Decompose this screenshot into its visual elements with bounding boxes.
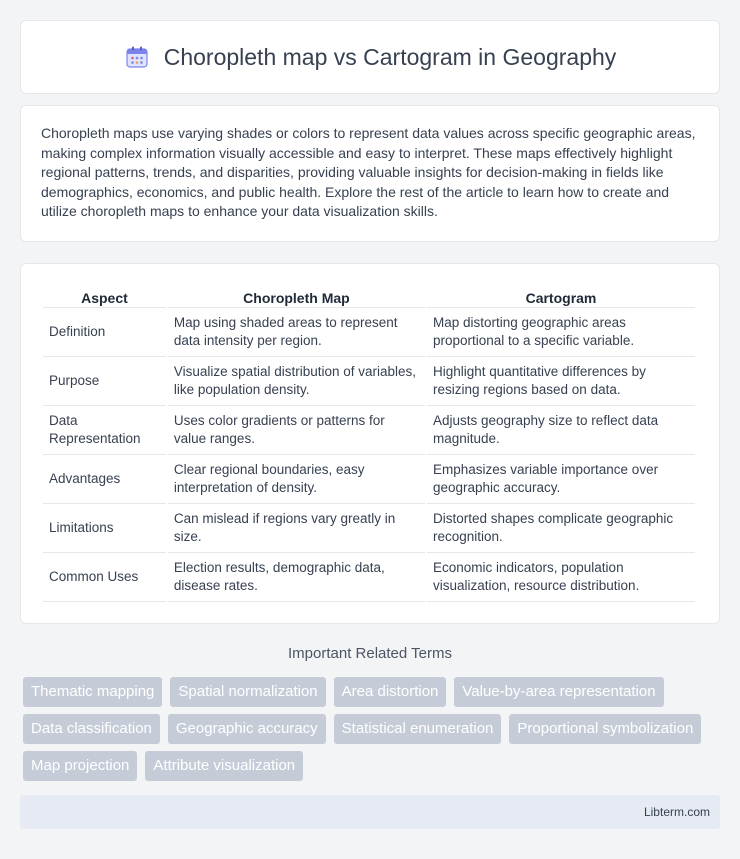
row-choropleth: Can mislead if regions vary greatly in size. [168, 504, 425, 553]
row-choropleth: Clear regional boundaries, easy interpretation of density. [168, 455, 425, 504]
table-row [43, 308, 695, 357]
row-choropleth: Uses color gradients or patterns for value ranges. [168, 406, 425, 455]
row-aspect: Purpose [43, 357, 166, 406]
row-aspect: Common Uses [43, 553, 166, 602]
table-row [43, 406, 695, 455]
table-row [43, 357, 695, 406]
related-term-tag[interactable]: Value-by-area representation [454, 677, 663, 707]
table-row [43, 455, 695, 504]
row-choropleth: Visualize spatial distribution of variables, like population density. [168, 357, 425, 406]
related-term-tag[interactable]: Attribute visualization [145, 751, 303, 781]
related-terms-title: Important Related Terms [288, 645, 452, 662]
footer [20, 795, 720, 829]
row-cartogram: Map distorting geographic areas proportional to a specific variable. [427, 308, 695, 357]
related-term-tag[interactable]: Proportional symbolization [509, 714, 701, 744]
comparison-table-card [20, 263, 720, 624]
row-cartogram: Emphasizes variable importance over geographic accuracy. [427, 455, 695, 504]
related-term-tag[interactable]: Spatial normalization [170, 677, 325, 707]
intro-paragraph: Choropleth maps use varying shades or colors to represent data values across specific geographic areas, making complex information visually accessible and easy to interpret. These maps effectively highlight regional patterns, trends, and disparities, providing valuable insights for decision-making in fields like demographics, economics, and public health. Explore the rest of the article to learn how to create and utilize choropleth maps to enhance your data visualization skills. [41, 125, 696, 219]
table-header-row [43, 284, 695, 308]
row-aspect: Advantages [43, 455, 166, 504]
calendar-icon [124, 44, 150, 70]
row-cartogram: Adjusts geography size to reflect data magnitude. [427, 406, 695, 455]
comparison-table [41, 284, 697, 602]
related-term-tag[interactable]: Map projection [23, 751, 137, 781]
row-choropleth: Election results, demographic data, disease rates. [168, 553, 425, 602]
related-term-tag[interactable]: Geographic accuracy [168, 714, 326, 744]
intro-card [20, 105, 720, 242]
row-cartogram: Economic indicators, population visualization, resource distribution. [427, 553, 695, 602]
related-term-tag[interactable]: Data classification [23, 714, 160, 744]
table-row [43, 553, 695, 602]
column-header-aspect: Aspect [43, 284, 166, 308]
page-title: Choropleth map vs Cartogram in Geography [163, 43, 617, 70]
related-terms-list [23, 677, 723, 781]
header-card [20, 20, 720, 94]
row-cartogram: Highlight quantitative differences by resizing regions based on data. [427, 357, 695, 406]
row-aspect: Data Representation [43, 406, 166, 455]
table-row [43, 504, 695, 553]
footer-site-link[interactable]: Libterm.com [643, 805, 710, 819]
row-aspect: Limitations [43, 504, 166, 553]
row-choropleth: Map using shaded areas to represent data intensity per region. [168, 308, 425, 357]
related-term-tag[interactable]: Statistical enumeration [334, 714, 502, 744]
related-term-tag[interactable]: Area distortion [334, 677, 447, 707]
row-cartogram: Distorted shapes complicate geographic recognition. [427, 504, 695, 553]
column-header-choropleth: Choropleth Map [168, 284, 425, 308]
column-header-cartogram: Cartogram [427, 284, 695, 308]
row-aspect: Definition [43, 308, 166, 357]
related-term-tag[interactable]: Thematic mapping [23, 677, 162, 707]
